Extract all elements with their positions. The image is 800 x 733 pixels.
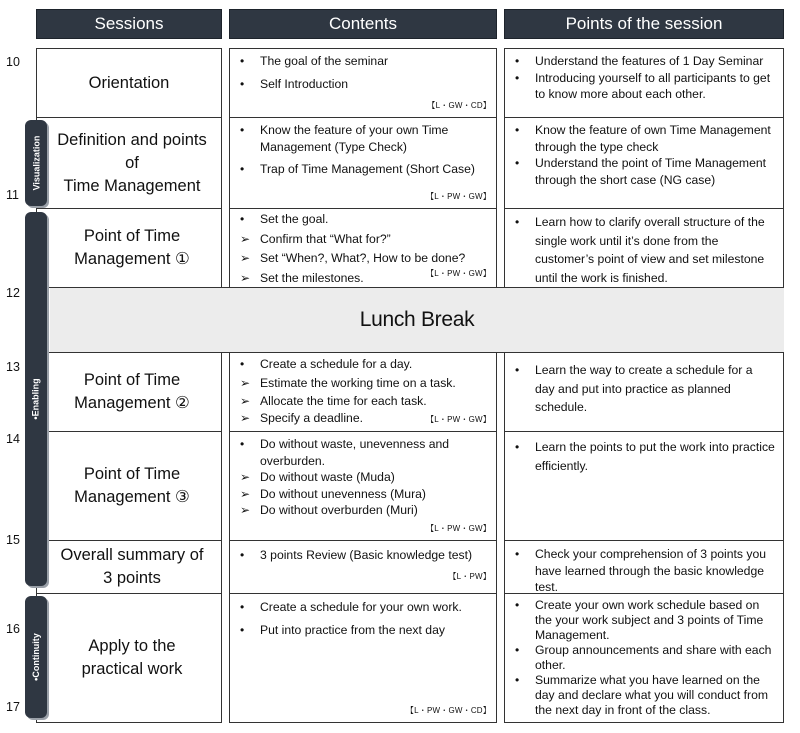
list-item: • Introducing yourself to all participants to get to know more about each other. — [515, 70, 771, 101]
list-item: ➢ Specify a deadline. — [240, 410, 363, 425]
list-item: ➢ Confirm that “What for?” — [240, 231, 391, 246]
time-label: 16 — [6, 622, 20, 636]
phase-tab-continuity: •Continuity — [25, 596, 47, 718]
list-item: ➢ Set “When?, What?, How to be done? — [240, 251, 466, 265]
contents-cell — [229, 48, 497, 118]
list-item: ➢ Do without unevenness (Mura) — [240, 486, 426, 501]
list-item: ➢ Do without overburden (Muri) — [240, 503, 418, 517]
time-label: 17 — [6, 700, 20, 714]
method-tag: 【L・PW・GW】 — [426, 523, 491, 533]
session-orientation: Orientation — [36, 48, 222, 118]
list-item: • The goal of the seminar — [240, 54, 389, 68]
session-definition: Definition and points of Time Management — [36, 117, 222, 209]
list-item: • Understand the point of Time Management through the short case (NG case) — [515, 156, 767, 187]
contents-cell — [229, 117, 497, 209]
list-item: • Summarize what you have learned on the day and declare what you will conduct from the next day in front of the class. — [515, 673, 769, 717]
list-item: • 3 points Review (Basic knowledge test) — [240, 548, 473, 562]
points-cell — [504, 117, 784, 209]
list-item: • Learn how to clarify overall structure of the single work until it’s done from the customer’s point of view and set milestone until the work is finished. — [515, 215, 765, 285]
list-item: • Know the feature of own Time Management through the type check — [515, 123, 771, 154]
time-label: 13 — [6, 360, 20, 374]
header-contents: Contents — [229, 9, 497, 39]
list-item: ➢ Allocate the time for each task. — [240, 394, 427, 408]
method-tag: 【L・PW・GW・CD】 — [405, 705, 491, 715]
list-item: • Trap of Time Management (Short Case) — [240, 162, 475, 176]
list-item: • Check your comprehension of 3 points you have learned through the basic knowledge test. — [515, 547, 767, 594]
contents-cell — [229, 208, 497, 288]
header-sessions: Sessions — [36, 9, 222, 39]
list-item: • Create a schedule for a day. — [240, 357, 413, 371]
list-item: • Set the goal. — [240, 212, 329, 226]
contents-cell — [229, 431, 497, 541]
list-item: • Understand the features of 1 Day Seminar — [515, 54, 764, 68]
method-tag: 【L・PW・GW】 — [426, 414, 491, 424]
phase-tab-enabling: •Enabling — [25, 212, 47, 586]
time-label: 15 — [6, 533, 20, 547]
list-item: • Self Introduction — [240, 76, 349, 91]
list-item: ➢ Do without waste (Muda) — [240, 470, 395, 484]
contents-cell — [229, 593, 497, 723]
points-cell — [504, 352, 784, 432]
contents-cell — [229, 352, 497, 432]
session-apply: Apply to the practical work — [36, 593, 222, 723]
list-item: ➢ Estimate the working time on a task. — [240, 375, 456, 390]
points-cell — [504, 431, 784, 541]
method-tag: 【L・PW・GW】 — [426, 191, 491, 201]
list-item: • Learn the way to create a schedule for a day and put into practice as planned schedule. — [515, 363, 753, 414]
points-cell — [504, 48, 784, 118]
method-tag: 【L・PW・GW】 — [426, 268, 491, 278]
points-cell — [504, 593, 784, 723]
list-item: • Group announcements and share with each other. — [515, 643, 772, 672]
list-item: • Do without waste, unevenness and overburden. — [240, 437, 450, 468]
points-cell — [504, 208, 784, 288]
points-cell — [504, 540, 784, 594]
list-item: • Know the feature of your own Time Management (Type Check) — [240, 123, 449, 154]
time-label: 11 — [6, 188, 19, 202]
list-item: • Learn the points to put the work into practice efficiently. — [515, 440, 775, 473]
lunch-break: Lunch Break — [50, 287, 784, 353]
list-item: • Put into practice from the next day — [240, 622, 445, 637]
list-item: • Create your own work schedule based on the your work subject and 3 points of Time Management. — [515, 598, 764, 642]
time-label: 12 — [6, 286, 20, 300]
method-tag: 【L・GW・CD】 — [427, 100, 491, 110]
time-label: 14 — [6, 432, 20, 446]
list-item: • Create a schedule for your own work. — [240, 600, 462, 614]
session-point-1: Point of Time Management ① — [36, 208, 222, 288]
session-point-2: Point of Time Management ② — [36, 352, 222, 432]
time-label: 10 — [6, 55, 20, 69]
contents-cell — [229, 540, 497, 594]
session-overall-summary: Overall summary of 3 points — [36, 540, 222, 594]
header-points: Points of the session — [504, 9, 784, 39]
phase-tab-visualization: Visualization — [25, 120, 47, 206]
session-point-3: Point of Time Management ③ — [36, 431, 222, 541]
method-tag: 【L・PW】 — [448, 571, 491, 581]
list-item: ➢ Set the milestones. — [240, 270, 364, 285]
